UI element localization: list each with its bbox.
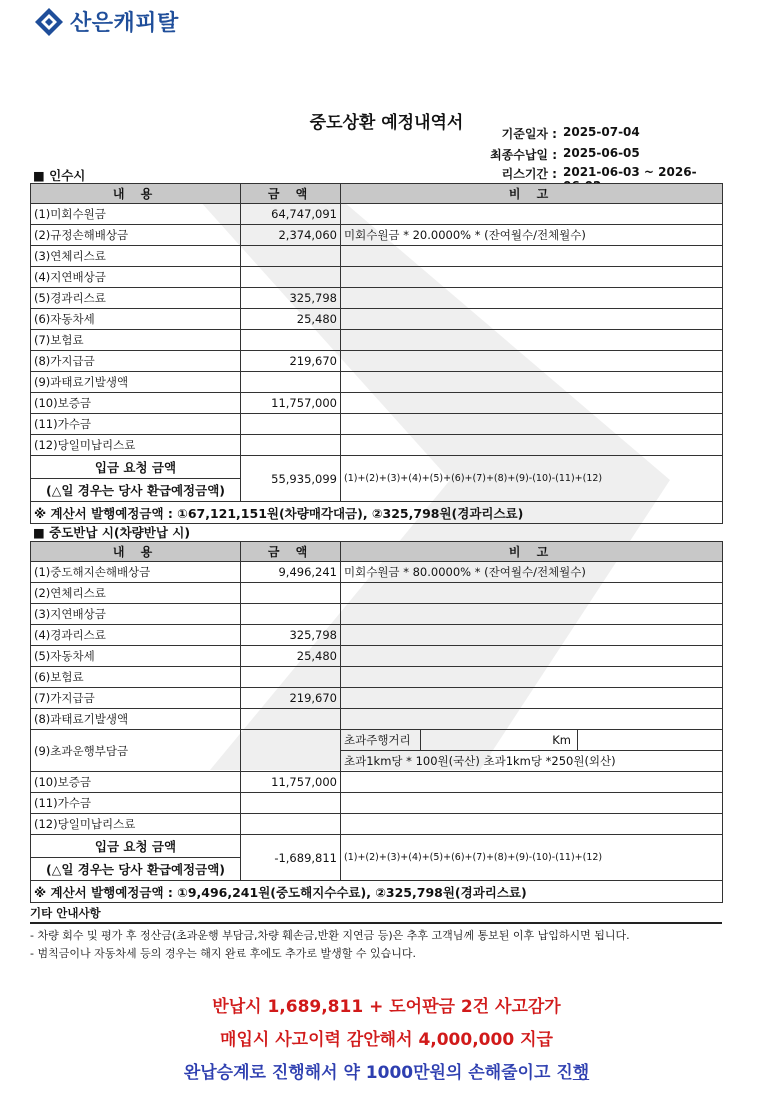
excess-distance-value <box>421 730 723 751</box>
table-row <box>31 709 723 730</box>
table-row <box>31 688 723 709</box>
sum-amount: 55,935,099 <box>241 456 341 502</box>
col-header-content: 내 용 <box>31 542 241 562</box>
sum-row <box>31 835 723 858</box>
col-header-amount: 금 액 <box>241 542 341 562</box>
row-label: (4)경과리스료 <box>31 625 241 646</box>
row-note <box>341 372 723 393</box>
table-row <box>31 372 723 393</box>
sum-formula: (1)+(2)+(3)+(4)+(5)+(6)+(7)+(8)+(9)-(10)-(11)+(12) <box>341 835 723 881</box>
row-amount <box>241 709 341 730</box>
row-amount: 325,798 <box>241 625 341 646</box>
guide-line-1: - 차량 회수 및 평가 후 정산금(초과운행 부담금,차량 훼손금,반환 지연금 등)은 추후 고객님께 통보된 이후 납입하시면 됩니다. <box>30 929 630 942</box>
section1-heading: ■ 인수시 <box>33 168 86 183</box>
row-label: (10)보증금 <box>31 772 241 793</box>
table-row <box>31 393 723 414</box>
table-row <box>31 309 723 330</box>
row-amount <box>241 330 341 351</box>
row-amount <box>241 246 341 267</box>
meta-value: 2021-06-03 ~ 2026- <box>563 165 697 179</box>
section2-heading: ■ 중도반납 시(차량반납 시) <box>33 525 191 540</box>
table-row <box>31 435 723 456</box>
row-note <box>341 667 723 688</box>
row-amount <box>241 435 341 456</box>
row-amount: 2,374,060 <box>241 225 341 246</box>
table-row <box>31 667 723 688</box>
row-label: (10)보증금 <box>31 393 241 414</box>
table-row <box>31 625 723 646</box>
row-label: (5)경과리스료 <box>31 288 241 309</box>
row-amount: 219,670 <box>241 688 341 709</box>
sum-label: 입금 요청 금액 <box>31 835 241 858</box>
table-row <box>31 225 723 246</box>
row-note <box>341 351 723 372</box>
row-note <box>341 309 723 330</box>
table-row <box>31 414 723 435</box>
row-label: (4)지연배상금 <box>31 267 241 288</box>
excess-row <box>31 730 723 751</box>
row-amount <box>241 414 341 435</box>
meta-last-payment <box>490 146 713 163</box>
section1-table <box>30 183 723 524</box>
table-row <box>31 604 723 625</box>
row-amount: 64,747,091 <box>241 204 341 225</box>
row-amount: 11,757,000 <box>241 393 341 414</box>
company-name: 산은캐피탈 <box>70 11 179 36</box>
row-label: (1)미회수원금 <box>31 204 241 225</box>
row-note <box>341 204 723 225</box>
guide-title: 기타 안내사항 <box>30 906 101 920</box>
table-row <box>31 646 723 667</box>
row-amount: 25,480 <box>241 646 341 667</box>
excess-amount <box>241 730 341 772</box>
meta-value: 2025-07-04 <box>563 125 640 139</box>
row-note <box>341 646 723 667</box>
row-label: (9)과태료기발생액 <box>31 372 241 393</box>
row-label: (1)중도해지손해배상금 <box>31 562 241 583</box>
row-note <box>341 688 723 709</box>
row-amount: 9,496,241 <box>241 562 341 583</box>
meta-label: 최종수납일 : <box>490 148 557 162</box>
row-label: (3)연체리스료 <box>31 246 241 267</box>
table-row <box>31 351 723 372</box>
row-note <box>341 267 723 288</box>
row-label: (6)보험료 <box>31 667 241 688</box>
row-label: (6)자동차세 <box>31 309 241 330</box>
row-amount <box>241 267 341 288</box>
row-amount <box>241 583 341 604</box>
sum-formula: (1)+(2)+(3)+(4)+(5)+(6)+(7)+(8)+(9)-(10)-(11)+(12) <box>341 456 723 502</box>
col-header-amount: 금 액 <box>241 184 341 204</box>
row-label: (8)과태료기발생액 <box>31 709 241 730</box>
table-row <box>31 330 723 351</box>
meta-value: 2025-06-05 <box>563 146 640 160</box>
sum-label-sub: (△일 경우는 당사 환급예정금액) <box>31 479 241 502</box>
meta-label: 리스기간 : <box>501 167 557 181</box>
excess-label: (9)초과운행부담금 <box>31 730 241 772</box>
row-note <box>341 793 723 814</box>
row-label: (7)가지급금 <box>31 688 241 709</box>
table-row <box>31 814 723 835</box>
row-note <box>341 625 723 646</box>
footnote-row <box>31 881 723 903</box>
table-row <box>31 583 723 604</box>
guide-line-2: - 범칙금이나 자동차세 등의 경우는 해지 완료 후에도 추가로 발생할 수 있습니다. <box>30 947 416 960</box>
row-note <box>341 393 723 414</box>
sum-row <box>31 456 723 479</box>
table-row <box>31 562 723 583</box>
invoice-footnote: ※ 계산서 발행예정금액 : ①67,121,151원(차량매각대금), ②325,798원(경과리스료) <box>31 502 723 524</box>
annotation-line-1: 반납시 1,689,811 + 도어판금 2건 사고감가 <box>212 997 561 1017</box>
row-note: 미회수원금 * 80.0000% * (잔여월수/전체월수) <box>341 562 723 583</box>
row-label: (5)자동차세 <box>31 646 241 667</box>
meta-base-date <box>502 125 713 142</box>
row-note <box>341 604 723 625</box>
row-amount <box>241 604 341 625</box>
table-header-row <box>31 184 723 204</box>
company-logo <box>34 6 179 37</box>
row-note <box>341 709 723 730</box>
meta-label: 기준일자 : <box>501 127 557 141</box>
row-amount <box>241 814 341 835</box>
row-label: (2)규정손해배상금 <box>31 225 241 246</box>
sum-label: 입금 요청 금액 <box>31 456 241 479</box>
sum-label-sub: (△일 경우는 당사 환급예정금액) <box>31 858 241 881</box>
row-label: (8)가지급금 <box>31 351 241 372</box>
row-label: (12)당일미납리스료 <box>31 435 241 456</box>
row-label: (7)보험료 <box>31 330 241 351</box>
section2-table <box>30 541 723 903</box>
row-note: 미회수원금 * 20.0000% * (잔여월수/전체월수) <box>341 225 723 246</box>
row-note <box>341 330 723 351</box>
row-amount: 219,670 <box>241 351 341 372</box>
row-amount <box>241 793 341 814</box>
row-note <box>341 435 723 456</box>
annotation-line-2: 매입시 사고이력 감안해서 4,000,000 지급 <box>220 1030 553 1050</box>
invoice-footnote: ※ 계산서 발행예정금액 : ①9,496,241원(중도해지수수료), ②325,798원(경과리스료) <box>31 881 723 903</box>
col-header-note: 비 고 <box>341 184 723 204</box>
row-note <box>341 814 723 835</box>
row-label: (2)연체리스료 <box>31 583 241 604</box>
row-note <box>341 772 723 793</box>
document-title: 중도상환 예정내역서 <box>309 113 464 133</box>
table-row <box>31 267 723 288</box>
table-row <box>31 246 723 267</box>
row-label: (11)가수금 <box>31 414 241 435</box>
sum-amount: -1,689,811 <box>241 835 341 881</box>
row-amount: 11,757,000 <box>241 772 341 793</box>
excess-rate-note: 초과1km당 * 100원(국산) 초과1km당 *250원(외산) <box>341 751 723 772</box>
row-amount: 325,798 <box>241 288 341 309</box>
row-note <box>341 414 723 435</box>
table-row <box>31 793 723 814</box>
guide-divider <box>30 922 722 924</box>
row-amount <box>241 667 341 688</box>
row-amount <box>241 372 341 393</box>
col-header-content: 내 용 <box>31 184 241 204</box>
row-label: (3)지연배상금 <box>31 604 241 625</box>
table-row <box>31 772 723 793</box>
row-note <box>341 246 723 267</box>
row-label: (12)당일미납리스료 <box>31 814 241 835</box>
row-note <box>341 583 723 604</box>
company-logo-icon <box>34 7 64 37</box>
annotation-line-3-tail: 행 <box>572 1063 590 1083</box>
col-header-note: 비 고 <box>341 542 723 562</box>
annotation-line-3 <box>0 1058 773 1083</box>
table-row <box>31 204 723 225</box>
table-row <box>31 288 723 309</box>
row-amount: 25,480 <box>241 309 341 330</box>
table-header-row <box>31 542 723 562</box>
row-note <box>341 288 723 309</box>
footnote-row <box>31 502 723 524</box>
excess-distance-label: 초과주행거리 <box>341 730 421 751</box>
annotation-line-3-main: 완납승계로 진행해서 약 1000만원의 손해줄이고 진 <box>183 1063 573 1083</box>
excess-unit: Km <box>421 730 578 750</box>
row-label: (11)가수금 <box>31 793 241 814</box>
